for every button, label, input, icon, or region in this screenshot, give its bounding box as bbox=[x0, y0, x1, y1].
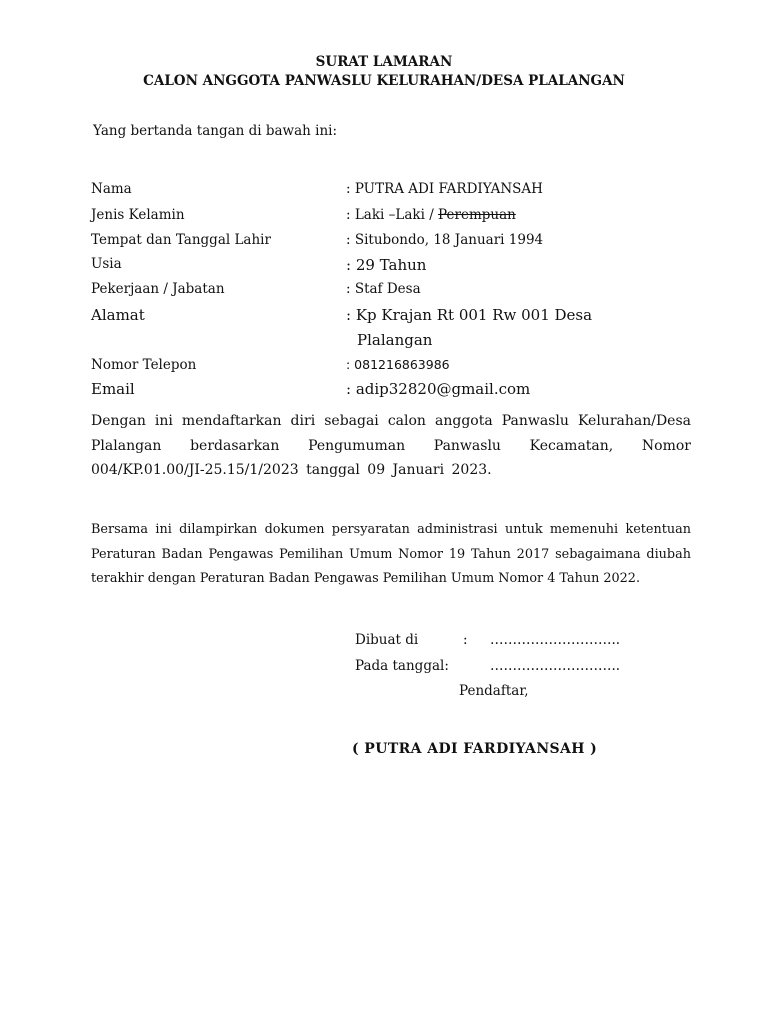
field-value-jenis-kelamin bbox=[346, 207, 516, 223]
field-value-alamat: : Kp Krajan Rt 001 Rw 001 Desa bbox=[346, 306, 593, 324]
field-value-nama: : PUTRA ADI FARDIYANSAH bbox=[346, 181, 543, 197]
field-value-pekerjaan: : Staf Desa bbox=[346, 281, 421, 297]
field-label-pekerjaan: Pekerjaan / Jabatan bbox=[91, 281, 225, 297]
signature-place-label: Dibuat di bbox=[355, 632, 419, 648]
document-title: SURAT LAMARAN bbox=[315, 54, 453, 70]
field-label-usia: Usia bbox=[91, 256, 122, 272]
field-value-telepon: : 081216863986 bbox=[346, 357, 450, 372]
gender-struck-option: Perempuan bbox=[438, 207, 516, 223]
field-label-telepon: Nomor Telepon bbox=[91, 357, 197, 373]
signature-name: ( PUTRA ADI FARDIYANSAH ) bbox=[352, 741, 598, 757]
paragraph-attachments: Bersama ini dilampirkan dokumen persyaratan administrasi untuk memenuhi ketentuan Peraturan Badan Pengawas Pemilihan Umum Nomor 19 Tahun 2017 sebagaimana diubah terakhir dengan Peraturan Badan Pengawas Pemilihan Umum Nomor 4 Tahun 2022. bbox=[91, 522, 691, 586]
gender-selected: : Laki –Laki / bbox=[346, 207, 439, 223]
field-value-alamat-line2: Plalangan bbox=[357, 331, 433, 349]
field-value-email: : adip32820@gmail.com bbox=[346, 380, 531, 398]
field-label-nama: Nama bbox=[91, 181, 132, 197]
intro-text: Yang bertanda tangan di bawah ini: bbox=[93, 123, 338, 139]
signature-place-colon: : bbox=[463, 632, 468, 648]
field-label-ttl: Tempat dan Tanggal Lahir bbox=[91, 232, 271, 248]
paragraph-registration: Dengan ini mendaftarkan diri sebagai calon anggota Panwaslu Kelurahan/Desa Plalangan berdasarkan Pengumuman Panwaslu Kecamatan, Nomor 004/KP.01.00/JI-25.15/1/2023 tanggal 09 Januari 2023. bbox=[91, 413, 691, 478]
signature-date-label: Pada tanggal: bbox=[355, 658, 449, 674]
signature-date-value: ……………………….. bbox=[490, 658, 621, 674]
field-value-ttl: : Situbondo, 18 Januari 1994 bbox=[346, 232, 544, 248]
signature-place-value: ……………………….. bbox=[490, 632, 621, 648]
field-label-jenis-kelamin: Jenis Kelamin bbox=[91, 207, 185, 223]
field-label-alamat: Alamat bbox=[91, 306, 145, 324]
document-subtitle: CALON ANGGOTA PANWASLU KELURAHAN/DESA PLALANGAN bbox=[143, 73, 625, 89]
field-value-usia: : 29 Tahun bbox=[346, 256, 427, 274]
field-label-email: Email bbox=[91, 380, 135, 398]
signature-role: Pendaftar, bbox=[459, 683, 529, 699]
